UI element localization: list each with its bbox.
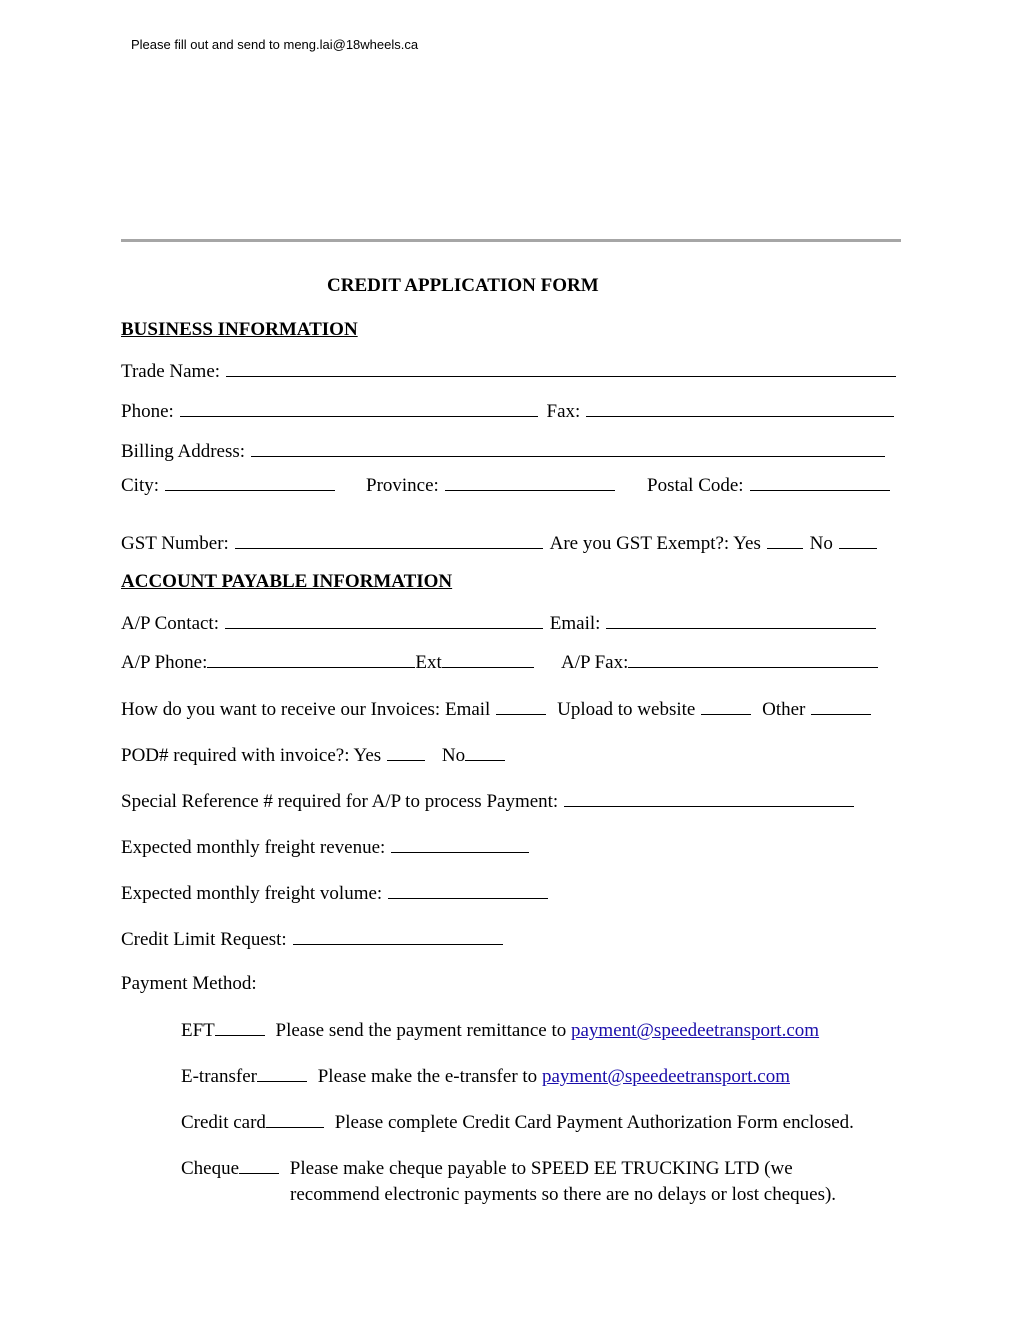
card-label: Credit card — [181, 1112, 266, 1133]
billing-address-label: Billing Address: — [121, 441, 246, 462]
eft-email-link[interactable]: payment@speedeetransport.com — [571, 1020, 820, 1041]
invoice-upload-label: Upload to website — [557, 699, 696, 720]
phone-field[interactable] — [180, 399, 538, 417]
trade-name-field[interactable] — [226, 359, 896, 377]
cheque-label: Cheque — [181, 1158, 240, 1179]
eft-field[interactable] — [215, 1019, 265, 1036]
ap-contact-field[interactable] — [225, 611, 543, 629]
billing-address-field[interactable] — [251, 439, 885, 457]
credit-limit-field[interactable] — [293, 927, 503, 945]
phone-label: Phone: — [121, 401, 174, 422]
credit-limit-row — [121, 927, 503, 951]
province-field[interactable] — [445, 473, 615, 491]
payment-card-row — [181, 1111, 854, 1134]
credit-limit-label: Credit Limit Request: — [121, 929, 287, 950]
eft-label: EFT — [181, 1020, 215, 1041]
revenue-field[interactable] — [391, 835, 529, 853]
header-note: Please fill out and send to meng.lai@18wheels.ca — [131, 37, 419, 52]
postal-code-label: Postal Code: — [647, 475, 744, 496]
pod-no-field[interactable] — [465, 744, 505, 761]
trade-name-row — [121, 359, 896, 383]
volume-field[interactable] — [388, 881, 548, 899]
invoice-upload-field[interactable] — [701, 697, 751, 715]
ap-phone-row — [121, 651, 534, 674]
ap-ext-field[interactable] — [442, 651, 534, 668]
trade-name-label: Trade Name: — [121, 361, 221, 382]
ap-email-label: Email: — [549, 613, 601, 634]
ap-contact-row — [121, 611, 876, 635]
invoice-other-field[interactable] — [811, 697, 871, 715]
pod-yes-field[interactable] — [387, 743, 425, 761]
ap-contact-label: A/P Contact: — [121, 613, 219, 634]
card-instruction: Please complete Credit Card Payment Authorization Form enclosed. — [334, 1112, 854, 1133]
gst-exempt-yes-field[interactable] — [767, 531, 803, 549]
ap-fax-field[interactable] — [628, 651, 878, 668]
postal-code-field[interactable] — [750, 473, 890, 491]
ap-heading: ACCOUNT PAYABLE INFORMATION — [121, 571, 453, 592]
gst-number-field[interactable] — [235, 531, 543, 549]
pod-no-label: No — [441, 745, 466, 766]
etransfer-field[interactable] — [257, 1065, 307, 1082]
special-ref-field[interactable] — [564, 789, 854, 807]
ap-phone-field[interactable] — [207, 651, 415, 668]
card-field[interactable] — [266, 1111, 324, 1128]
city-label: City: — [121, 475, 160, 496]
postal-code-group — [647, 473, 890, 497]
province-group — [366, 473, 615, 497]
invoice-delivery-row — [121, 697, 871, 721]
revenue-row — [121, 835, 529, 859]
city-label-group — [121, 473, 335, 497]
ap-fax-label: A/P Fax: — [561, 652, 629, 673]
payment-etransfer-row — [181, 1065, 790, 1088]
divider — [121, 239, 901, 242]
special-ref-row — [121, 789, 854, 813]
revenue-label: Expected monthly freight revenue: — [121, 837, 386, 858]
cheque-instruction-2: recommend electronic payments so there are no delays or lost cheques). — [290, 1184, 837, 1205]
province-label: Province: — [366, 475, 439, 496]
etransfer-instruction: Please make the e-transfer to — [317, 1066, 538, 1087]
ap-phone-label: A/P Phone: — [121, 652, 208, 673]
billing-address-row — [121, 439, 885, 463]
gst-exempt-no-label: No — [809, 533, 833, 554]
ap-fax-group — [561, 651, 878, 674]
payment-cheque-row — [181, 1157, 793, 1180]
city-field[interactable] — [165, 473, 335, 491]
volume-label: Expected monthly freight volume: — [121, 883, 383, 904]
invoice-delivery-label: How do you want to receive our Invoices: Email — [121, 699, 491, 720]
ap-email-field[interactable] — [606, 611, 876, 629]
business-heading: BUSINESS INFORMATION — [121, 319, 358, 340]
special-ref-label: Special Reference # required for A/P to process Payment: — [121, 791, 559, 812]
cheque-field[interactable] — [239, 1157, 279, 1174]
cheque-instruction-1: Please make cheque payable to SPEED EE TRUCKING LTD (we — [289, 1158, 793, 1179]
etransfer-label: E-transfer — [181, 1066, 257, 1087]
gst-number-label: GST Number: — [121, 533, 229, 554]
invoice-other-label: Other — [762, 699, 806, 720]
pod-row — [121, 743, 505, 767]
fax-field[interactable] — [586, 399, 894, 417]
payment-method-label: Payment Method: — [121, 973, 257, 994]
volume-row — [121, 881, 548, 905]
gst-exempt-label: Are you GST Exempt?: Yes — [549, 533, 761, 554]
pod-label: POD# required with invoice?: Yes — [121, 745, 382, 766]
ap-ext-label: Ext — [415, 652, 442, 673]
invoice-email-field[interactable] — [496, 697, 546, 715]
phone-row — [121, 399, 894, 423]
eft-instruction: Please send the payment remittance to — [275, 1020, 567, 1041]
fax-label: Fax: — [546, 401, 581, 422]
etransfer-email-link[interactable]: payment@speedeetransport.com — [541, 1066, 790, 1087]
gst-exempt-no-field[interactable] — [839, 531, 877, 549]
gst-row — [121, 531, 877, 555]
payment-eft-row — [181, 1019, 819, 1042]
form-title: CREDIT APPLICATION FORM — [327, 275, 599, 296]
